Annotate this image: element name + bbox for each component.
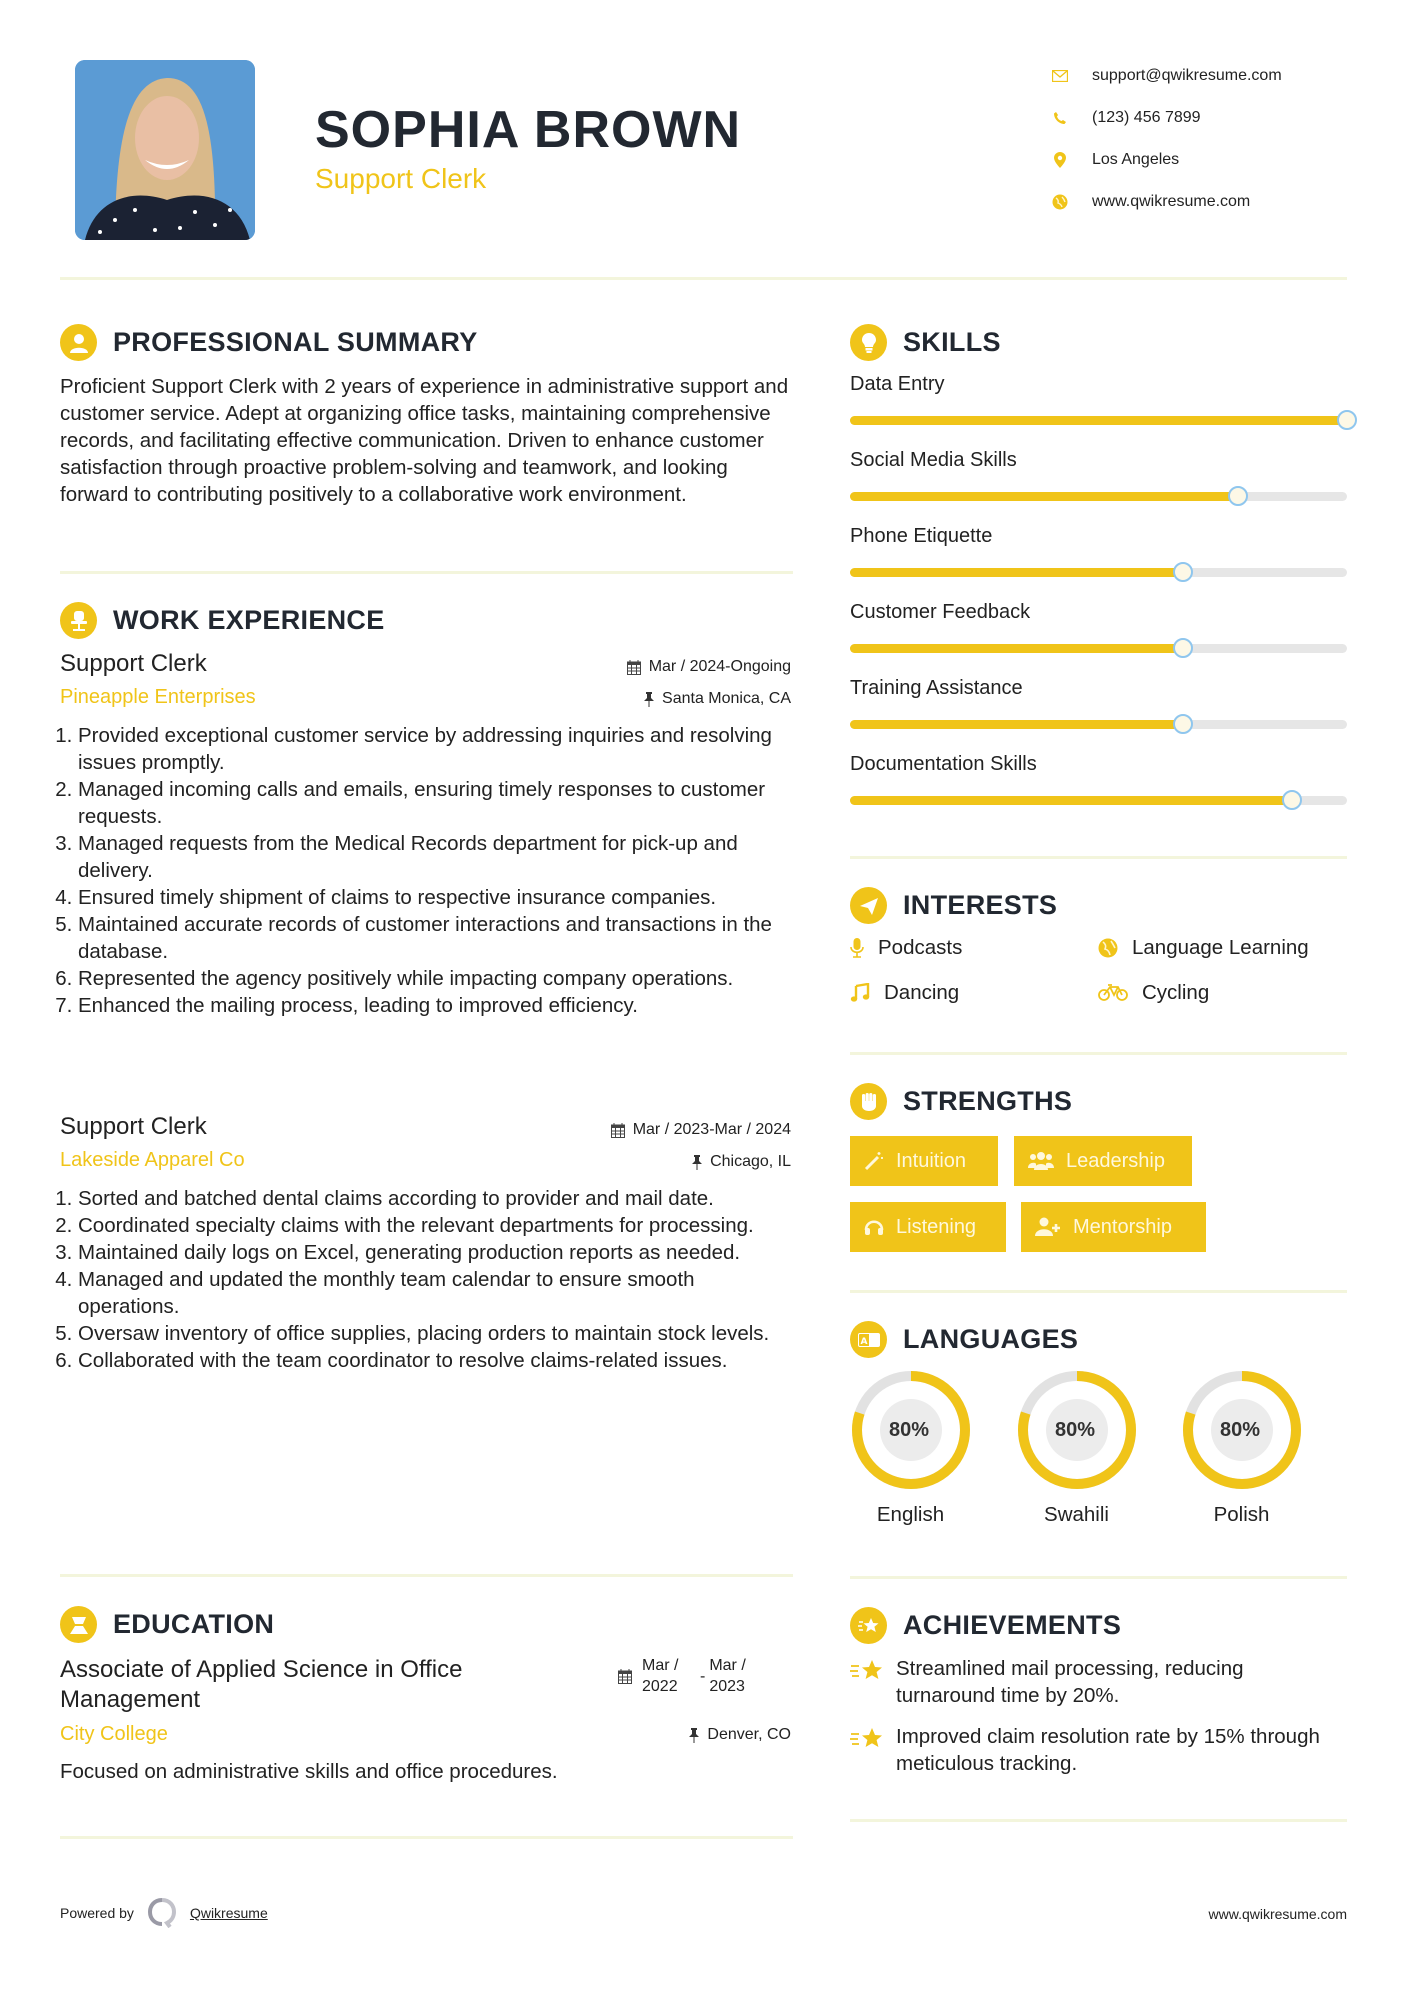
globe-icon	[1098, 938, 1118, 958]
skill-bar-fill	[850, 644, 1183, 653]
job-1-location-text: Santa Monica, CA	[662, 690, 791, 707]
contact-location	[1050, 139, 1282, 181]
skill-label: Training Assistance	[850, 677, 1023, 699]
graduate-icon	[60, 1606, 97, 1643]
education-date-start: Mar / 2022	[642, 1657, 679, 1695]
job-2-bullets	[60, 1185, 795, 1374]
skills-heading	[850, 324, 1001, 361]
job-1-company: Pineapple Enterprises	[60, 686, 256, 708]
language-percent: 80%	[1219, 1418, 1261, 1441]
education-description: Focused on administrative skills and office procedures.	[60, 1760, 558, 1783]
interest-item-language-learning	[1098, 936, 1309, 960]
job-2-bullet: 4. Managed and updated the monthly team calendar to ensure smooth operations.	[78, 1266, 795, 1320]
user-icon	[60, 324, 97, 361]
job-2-bullet: 2. Coordinated specialty claims with the relevant departments for processing.	[78, 1212, 795, 1239]
language-name: English	[876, 1503, 945, 1526]
achievement-text: Improved claim resolution rate by 15% through meticulous tracking.	[896, 1725, 1320, 1775]
experience-heading	[60, 602, 385, 639]
bicycle-icon	[1098, 984, 1128, 1002]
strength-label: Leadership	[1066, 1149, 1165, 1172]
interest-label: Language Learning	[1132, 936, 1309, 959]
languages-divider	[850, 1576, 1347, 1579]
interest-label: Dancing	[884, 981, 960, 1004]
header-divider	[60, 277, 1347, 280]
footer-powered-by	[60, 1898, 268, 1928]
job-2-dates	[611, 1121, 791, 1139]
strengths-heading	[850, 1083, 1072, 1120]
strength-label: Intuition	[896, 1149, 967, 1172]
skill-label: Customer Feedback	[850, 601, 1031, 623]
strength-chip-mentorship	[1021, 1202, 1206, 1252]
contact-phone-text: (123) 456 7899	[1092, 109, 1201, 126]
job-2-company: Lakeside Apparel Co	[60, 1149, 245, 1171]
pushpin-icon	[692, 1155, 702, 1170]
skill-bar-fill	[850, 796, 1292, 805]
contact-email[interactable]	[1050, 55, 1282, 97]
strength-chip-leadership	[1014, 1136, 1192, 1186]
interest-item-cycling	[1098, 981, 1209, 1005]
education-divider	[60, 1836, 793, 1839]
candidate-name: SOPHIA BROWN	[315, 101, 742, 159]
skill-slider-knob[interactable]	[1173, 714, 1193, 734]
skills-title: SKILLS	[903, 327, 1001, 357]
achievements-heading	[850, 1607, 1121, 1644]
language-name: Polish	[1213, 1503, 1270, 1526]
map-pin-icon	[1050, 150, 1070, 170]
skill-label: Phone Etiquette	[850, 525, 993, 547]
headphones-icon	[864, 1217, 884, 1237]
job-2-bullet: 6. Collaborated with the team coordinator to resolve claims-related issues.	[78, 1347, 795, 1374]
job-2-bullet: 3. Maintained daily logs on Excel, generating production reports as needed.	[78, 1239, 795, 1266]
skill-slider-knob[interactable]	[1228, 486, 1248, 506]
magic-wand-icon	[864, 1151, 884, 1171]
job-1-bullet: 5. Maintained accurate records of customer interactions and transactions in the database.	[78, 911, 795, 965]
summary-divider	[60, 571, 793, 574]
education-degree: Associate of Applied Science in Office Management	[60, 1656, 463, 1713]
globe-icon	[1050, 192, 1070, 212]
skill-bar-fill	[850, 568, 1183, 577]
contact-email-text: support@qwikresume.com	[1092, 67, 1282, 84]
skill-bar-fill	[850, 492, 1238, 501]
strengths-divider	[850, 1290, 1347, 1293]
skill-bar-training-assistance[interactable]	[850, 720, 1347, 729]
education-location-text: Denver, CO	[707, 1726, 791, 1743]
job-1-bullet: 3. Managed requests from the Medical Records department for pick-up and delivery.	[78, 830, 795, 884]
languages-title: LANGUAGES	[903, 1324, 1079, 1354]
skill-label: Data Entry	[850, 373, 945, 395]
language-english	[848, 1369, 973, 1527]
skill-label: Documentation Skills	[850, 753, 1037, 775]
job-2-bullet: 5. Oversaw inventory of office supplies, placing orders to maintain stock levels.	[78, 1320, 795, 1347]
job-1-dates-text: Mar / 2024-Ongoing	[648, 658, 791, 675]
strengths-title: STRENGTHS	[903, 1086, 1073, 1116]
experience-title: WORK EXPERIENCE	[113, 605, 385, 635]
skill-bar-customer-feedback[interactable]	[850, 644, 1347, 653]
calendar-icon	[627, 660, 641, 675]
interest-label: Podcasts	[878, 936, 963, 959]
achievement-item	[850, 1655, 1320, 1709]
paper-plane-icon	[850, 887, 887, 924]
skill-slider-knob[interactable]	[1173, 562, 1193, 582]
skill-slider-knob[interactable]	[1282, 790, 1302, 810]
job-1-bullet: 4. Ensured timely shipment of claims to respective insurance companies.	[78, 884, 795, 911]
profile-photo	[75, 60, 255, 240]
profile-photo-image	[75, 60, 255, 240]
language-percent: 80%	[1054, 1418, 1096, 1441]
achievements-divider	[850, 1819, 1347, 1822]
education-location	[689, 1726, 791, 1744]
education-heading	[60, 1606, 274, 1643]
job-1-bullet: 7. Enhanced the mailing process, leading to improved efficiency.	[78, 992, 795, 1019]
job-1-dates	[627, 658, 791, 676]
interest-item-dancing	[850, 981, 959, 1005]
language-polish	[1179, 1369, 1304, 1527]
strength-label: Listening	[896, 1215, 977, 1238]
language-percent: 80%	[888, 1418, 930, 1441]
music-note-icon	[850, 983, 870, 1003]
shooting-star-icon	[850, 1655, 884, 1709]
skill-bar-fill	[850, 720, 1183, 729]
interests-title: INTERESTS	[903, 890, 1058, 920]
job-1-title: Support Clerk	[60, 650, 207, 677]
job-1-bullet: 1. Provided exceptional customer service by addressing inquiries and resolving issues promptly.	[78, 722, 795, 776]
powered-by-text: Powered by	[60, 1905, 134, 1921]
job-2-dates-text: Mar / 2023-Mar / 2024	[632, 1121, 791, 1138]
skill-bar-documentation[interactable]	[850, 796, 1347, 805]
candidate-role: Support Clerk	[315, 163, 487, 194]
education-date-separator: -	[700, 1667, 706, 1685]
education-dates	[618, 1655, 755, 1697]
lightbulb-icon	[850, 324, 887, 361]
achievements-title: ACHIEVEMENTS	[903, 1610, 1122, 1640]
job-1-bullet: 2. Managed incoming calls and emails, ensuring timely responses to customer requests.	[78, 776, 795, 830]
summary-heading	[60, 324, 478, 361]
user-plus-icon	[1035, 1217, 1061, 1237]
job-1-bullet: 6. Represented the agency positively while impacting company operations.	[78, 965, 795, 992]
calendar-icon	[618, 1669, 632, 1684]
contact-phone[interactable]	[1050, 97, 1282, 139]
skill-slider-knob[interactable]	[1337, 410, 1357, 430]
summary-title: PROFESSIONAL SUMMARY	[113, 327, 478, 357]
svg-text:A: A	[860, 1336, 868, 1347]
shooting-star-icon	[850, 1723, 884, 1777]
phone-icon	[1050, 108, 1070, 128]
skill-slider-knob[interactable]	[1173, 638, 1193, 658]
skill-bar-social-media[interactable]	[850, 492, 1347, 501]
education-school: City College	[60, 1723, 168, 1745]
group-icon	[1028, 1151, 1054, 1171]
job-2-bullet: 1. Sorted and batched dental claims according to provider and mail date.	[78, 1185, 795, 1212]
languages-heading	[850, 1321, 1078, 1358]
contact-list	[1050, 55, 1282, 223]
envelope-icon	[1050, 66, 1070, 86]
interests-divider	[850, 1052, 1347, 1055]
job-2-location-text: Chicago, IL	[710, 1153, 791, 1170]
strength-chip-listening	[850, 1202, 1006, 1252]
microphone-icon	[850, 938, 864, 958]
achievement-item	[850, 1723, 1320, 1777]
education-title: EDUCATION	[113, 1609, 275, 1639]
skill-bar-phone-etiquette[interactable]	[850, 568, 1347, 577]
job-1-location	[644, 690, 791, 708]
achievement-text: Streamlined mail processing, reducing turnaround time by 20%.	[896, 1657, 1244, 1707]
contact-location-text: Los Angeles	[1092, 151, 1180, 168]
pushpin-icon	[644, 692, 654, 707]
interest-label: Cycling	[1142, 981, 1210, 1004]
qwikresume-logo-icon	[148, 1898, 176, 1928]
pushpin-icon	[689, 1728, 699, 1743]
contact-website[interactable]	[1050, 181, 1282, 223]
job-1-bullets	[60, 722, 795, 1019]
education-date-end: Mar / 2023	[709, 1657, 746, 1695]
experience-divider	[60, 1574, 793, 1577]
footer-url[interactable]: www.qwikresume.com	[1208, 1906, 1347, 1922]
calendar-icon	[611, 1123, 625, 1138]
strength-chip-intuition	[850, 1136, 998, 1186]
language-name: Swahili	[1044, 1503, 1109, 1526]
skill-bar-fill	[850, 416, 1347, 425]
translate-icon	[850, 1321, 887, 1358]
star-badge-icon	[850, 1607, 887, 1644]
fist-icon	[850, 1083, 887, 1120]
summary-text: Proficient Support Clerk with 2 years of experience in administrative support and customer service. Adept at organizing office tasks, maintaining comprehensive records, and facilitating effective communication. Driven to enhance customer satisfaction through proactive problem-solving and teamwork, and looking forward to contributing positively to a collaborative work environment.	[60, 375, 789, 506]
strength-label: Mentorship	[1073, 1215, 1172, 1238]
interest-item-podcasts	[850, 936, 962, 960]
qwikresume-link[interactable]: Qwikresume	[189, 1905, 268, 1921]
job-2-title: Support Clerk	[60, 1113, 207, 1140]
skill-bar-data-entry[interactable]	[850, 416, 1347, 425]
skill-label: Social Media Skills	[850, 449, 1017, 471]
job-2-location	[692, 1153, 791, 1171]
interests-heading	[850, 887, 1057, 924]
skills-divider	[850, 856, 1347, 859]
language-swahili	[1014, 1369, 1139, 1527]
office-chair-icon	[60, 602, 97, 639]
contact-website-text: www.qwikresume.com	[1092, 193, 1251, 210]
